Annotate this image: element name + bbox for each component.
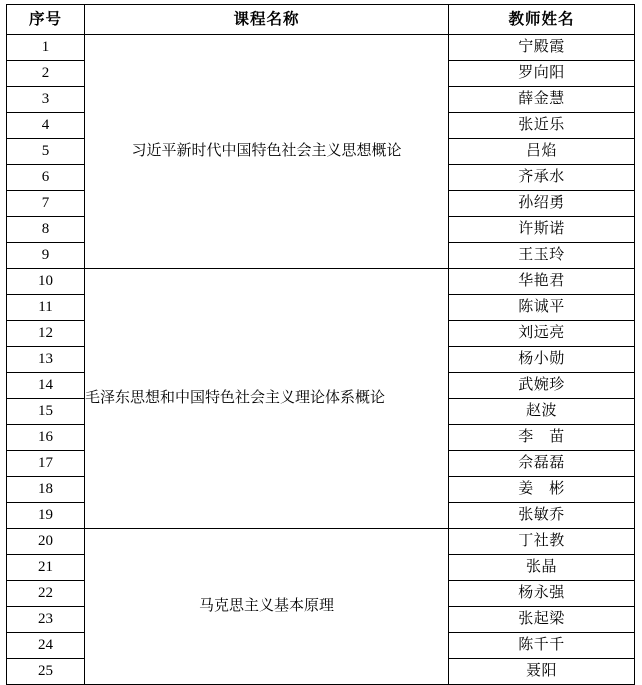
cell-teacher-name: 杨小勋 bbox=[449, 347, 635, 373]
cell-teacher-name: 陈诚平 bbox=[449, 295, 635, 321]
cell-teacher-name: 张近乐 bbox=[449, 113, 635, 139]
column-header-teacher: 教师姓名 bbox=[449, 5, 635, 35]
cell-index: 19 bbox=[7, 503, 85, 529]
cell-index: 15 bbox=[7, 399, 85, 425]
cell-teacher-name: 杨永强 bbox=[449, 581, 635, 607]
cell-index: 21 bbox=[7, 555, 85, 581]
cell-teacher-name: 华艳君 bbox=[449, 269, 635, 295]
cell-teacher-name: 吕焰 bbox=[449, 139, 635, 165]
cell-teacher-name: 聂阳 bbox=[449, 659, 635, 685]
cell-index: 22 bbox=[7, 581, 85, 607]
cell-course-name: 习近平新时代中国特色社会主义思想概论 bbox=[85, 35, 449, 269]
cell-index: 12 bbox=[7, 321, 85, 347]
cell-index: 25 bbox=[7, 659, 85, 685]
cell-teacher-name: 赵波 bbox=[449, 399, 635, 425]
cell-teacher-name: 王玉玲 bbox=[449, 243, 635, 269]
cell-index: 20 bbox=[7, 529, 85, 555]
table-row bbox=[7, 529, 635, 555]
cell-index: 14 bbox=[7, 373, 85, 399]
cell-index: 17 bbox=[7, 451, 85, 477]
column-header-index: 序号 bbox=[7, 5, 85, 35]
cell-index: 13 bbox=[7, 347, 85, 373]
cell-index: 2 bbox=[7, 61, 85, 87]
cell-teacher-name: 刘远亮 bbox=[449, 321, 635, 347]
cell-teacher-name: 陈千千 bbox=[449, 633, 635, 659]
cell-teacher-name: 武婉珍 bbox=[449, 373, 635, 399]
table-row bbox=[7, 35, 635, 61]
cell-teacher-name: 许斯诺 bbox=[449, 217, 635, 243]
course-teacher-table bbox=[6, 4, 635, 685]
cell-teacher-name: 张晶 bbox=[449, 555, 635, 581]
cell-index: 1 bbox=[7, 35, 85, 61]
cell-index: 3 bbox=[7, 87, 85, 113]
cell-course-name: 毛泽东思想和中国特色社会主义理论体系概论 bbox=[85, 269, 449, 529]
column-header-course: 课程名称 bbox=[85, 5, 449, 35]
cell-teacher-name: 张起梁 bbox=[449, 607, 635, 633]
table-body bbox=[7, 35, 635, 685]
cell-teacher-name: 丁社教 bbox=[449, 529, 635, 555]
cell-index: 9 bbox=[7, 243, 85, 269]
cell-index: 5 bbox=[7, 139, 85, 165]
table-header-row bbox=[7, 5, 635, 35]
cell-teacher-name: 张敏乔 bbox=[449, 503, 635, 529]
cell-index: 16 bbox=[7, 425, 85, 451]
cell-teacher-name: 李 苗 bbox=[449, 425, 635, 451]
cell-teacher-name: 佘磊磊 bbox=[449, 451, 635, 477]
cell-teacher-name: 罗向阳 bbox=[449, 61, 635, 87]
cell-teacher-name: 宁殿霞 bbox=[449, 35, 635, 61]
cell-index: 8 bbox=[7, 217, 85, 243]
cell-teacher-name: 姜 彬 bbox=[449, 477, 635, 503]
cell-index: 4 bbox=[7, 113, 85, 139]
cell-teacher-name: 薛金慧 bbox=[449, 87, 635, 113]
table-header bbox=[7, 5, 635, 35]
cell-index: 6 bbox=[7, 165, 85, 191]
cell-teacher-name: 孙绍勇 bbox=[449, 191, 635, 217]
cell-index: 18 bbox=[7, 477, 85, 503]
cell-index: 7 bbox=[7, 191, 85, 217]
table-row bbox=[7, 269, 635, 295]
cell-index: 24 bbox=[7, 633, 85, 659]
cell-index: 11 bbox=[7, 295, 85, 321]
cell-teacher-name: 齐承水 bbox=[449, 165, 635, 191]
cell-index: 10 bbox=[7, 269, 85, 295]
cell-course-name: 马克思主义基本原理 bbox=[85, 529, 449, 685]
cell-index: 23 bbox=[7, 607, 85, 633]
